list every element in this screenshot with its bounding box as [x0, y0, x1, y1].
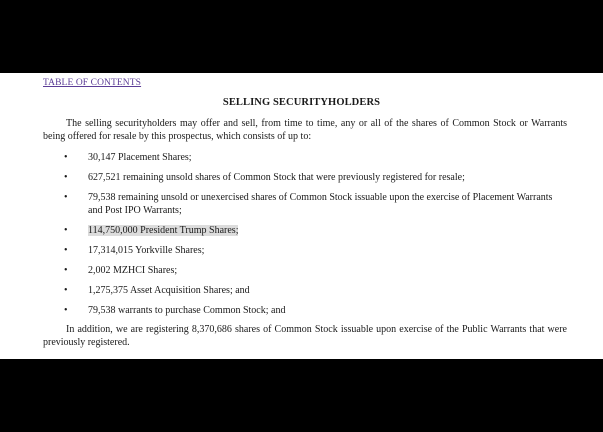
list-item: 79,538 remaining unsold or unexercised shares of Common Stock issuable upon the exercise of Placement Warrants and Post IPO Warrants;: [88, 192, 553, 216]
list-item: 2,002 MZHCI Shares;: [88, 265, 178, 276]
document-page: [0, 73, 603, 359]
bullet-icon: •: [64, 265, 68, 276]
text-highlight: 114,750,000 President Trump Shares;: [88, 225, 239, 236]
list-item: 1,275,375 Asset Acquisition Shares; and: [88, 285, 250, 296]
bullet-icon: •: [64, 192, 68, 203]
list-item: 627,521 remaining unsold shares of Common Stock that were previously registered for resale;: [88, 172, 465, 183]
intro-paragraph: The selling securityholders may offer and sell, from time to time, any or all of the shares of Common Stock or Warrants being offered for resale by this prospectus, which consists of up to:: [43, 118, 567, 142]
bullet-list: [0, 73, 603, 359]
bullet-icon: •: [64, 305, 68, 316]
list-item-highlighted: [88, 225, 568, 238]
table-of-contents-link[interactable]: TABLE OF CONTENTS: [43, 78, 142, 88]
bullet-icon: •: [64, 245, 68, 256]
bullet-icon: •: [64, 285, 68, 296]
list-item: 17,314,015 Yorkville Shares;: [88, 245, 205, 256]
bullet-icon: •: [64, 225, 68, 236]
bullet-icon: •: [64, 152, 68, 163]
list-item: 30,147 Placement Shares;: [88, 152, 192, 163]
outro-paragraph: In addition, we are registering 8,370,686 shares of Common Stock issuable upon exercise of the Public Warrants that were previously registered.: [43, 324, 567, 348]
bullet-icon: •: [64, 172, 68, 183]
list-item: 79,538 warrants to purchase Common Stock; and: [88, 305, 286, 316]
section-heading: SELLING SECURITYHOLDERS: [222, 97, 381, 108]
